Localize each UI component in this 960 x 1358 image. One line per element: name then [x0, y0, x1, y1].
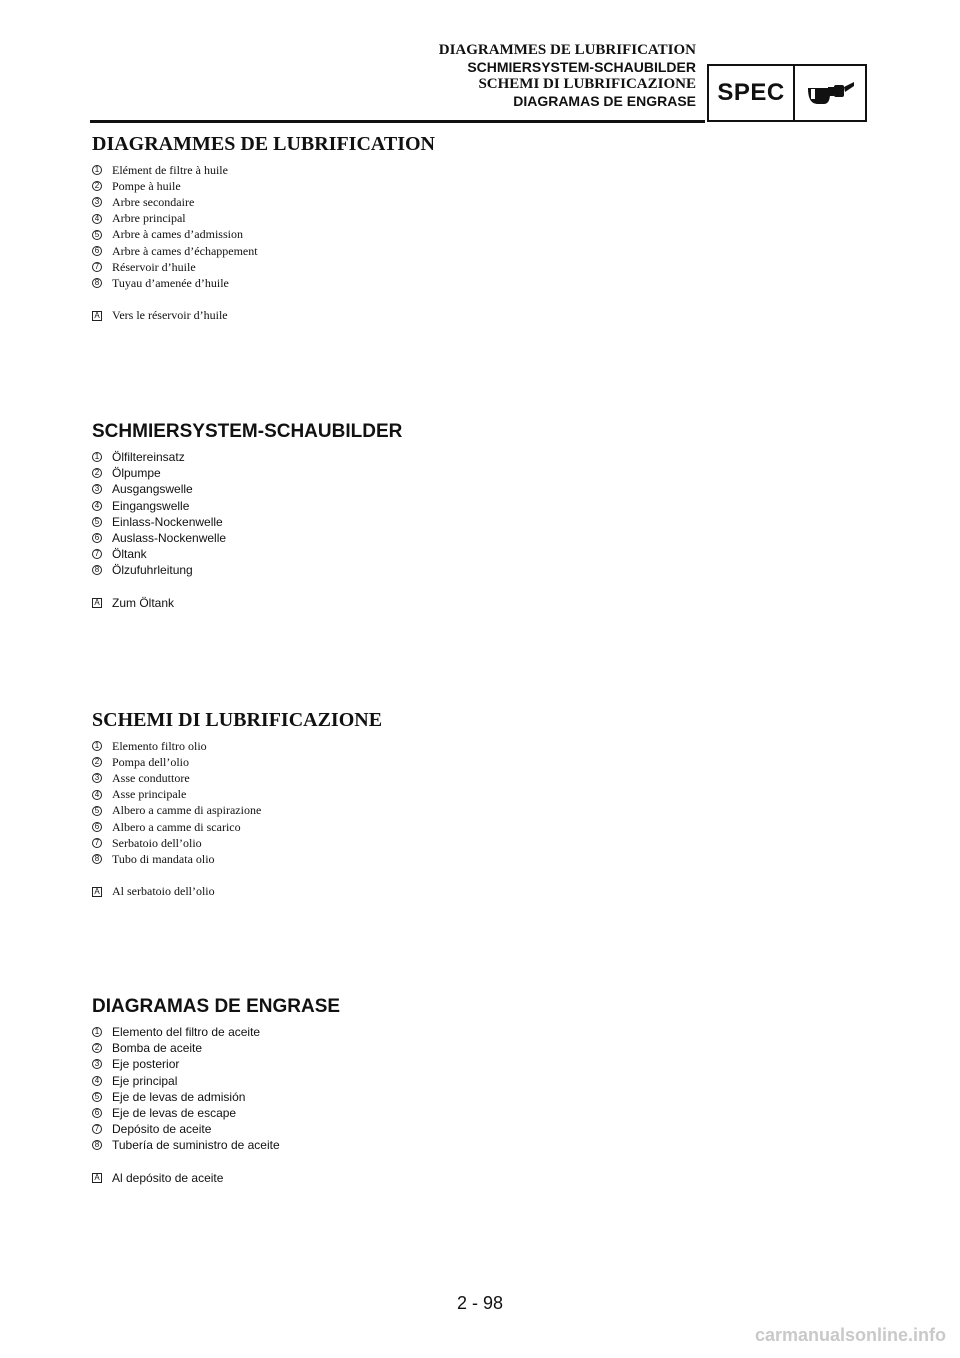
header-title-de: SCHMIERSYSTEM-SCHAUBILDER — [467, 59, 696, 75]
item-label: Eje de levas de escape — [112, 1106, 237, 1121]
callout-number: 8 — [92, 565, 102, 575]
list-item — [92, 1024, 340, 1040]
callout-number: 8 — [92, 854, 102, 864]
callout-number: 2 — [92, 181, 102, 191]
list-item — [92, 243, 435, 259]
callout-number: 6 — [92, 1108, 102, 1118]
item-label: Pompa dell’olio — [112, 754, 189, 769]
item-label: Eje de levas de admisión — [112, 1089, 246, 1104]
note — [92, 884, 382, 900]
note-label: Vers le réservoir d’huile — [112, 308, 228, 322]
header-title-es: DIAGRAMAS DE ENGRASE — [513, 93, 696, 109]
section-it — [92, 709, 382, 900]
callout-number: 7 — [92, 549, 102, 559]
item-label: Öltank — [112, 547, 147, 562]
list-item — [92, 1137, 340, 1153]
item-label: Albero a camme di aspirazione — [112, 803, 262, 818]
section-title: SCHMIERSYSTEM-SCHAUBILDER — [92, 421, 403, 442]
list-item — [92, 211, 435, 227]
section-es — [92, 996, 340, 1186]
list-item — [92, 1089, 340, 1105]
callout-number: 4 — [92, 501, 102, 511]
callout-number: 4 — [92, 1076, 102, 1086]
watermark: carmanualsonline.info — [754, 1325, 946, 1345]
item-label: Elemento filtro olio — [112, 738, 207, 753]
callout-number: 1 — [92, 1027, 102, 1037]
section-fr — [92, 133, 435, 324]
item-label: Tubería de suministro de aceite — [112, 1138, 280, 1153]
list-item — [92, 449, 402, 465]
callout-number: 3 — [92, 773, 102, 783]
list-item — [92, 754, 382, 770]
list-item — [92, 770, 382, 786]
item-label: Depósito de aceite — [112, 1122, 212, 1137]
list-item — [92, 227, 435, 243]
section-title: DIAGRAMAS DE ENGRASE — [92, 996, 341, 1017]
list-item — [92, 835, 382, 851]
item-label: Arbre à cames d’admission — [112, 227, 243, 242]
header-titles — [439, 42, 696, 110]
section-title: DIAGRAMMES DE LUBRIFICATION — [92, 133, 435, 155]
item-label: Albero a camme di scarico — [112, 819, 241, 834]
list-item — [92, 194, 435, 210]
callout-number: 2 — [92, 757, 102, 767]
item-label: Eingangswelle — [112, 498, 190, 513]
list-item — [92, 1040, 340, 1056]
item-label: Arbre secondaire — [112, 194, 195, 209]
list-item — [92, 738, 382, 754]
list-item — [92, 819, 382, 835]
section-de — [92, 421, 402, 611]
page-number: 2 - 98 — [456, 1293, 504, 1313]
list-item — [92, 1073, 340, 1089]
item-label: Ausgangswelle — [112, 482, 193, 497]
header-rule — [90, 120, 705, 123]
list-item — [92, 851, 382, 867]
item-label: Arbre principal — [112, 211, 186, 226]
callout-number: 3 — [92, 484, 102, 494]
list-item — [92, 162, 435, 178]
callout-number: 6 — [92, 822, 102, 832]
item-label: Tubo di mandata olio — [112, 851, 215, 866]
item-list — [92, 1024, 340, 1154]
note — [92, 1170, 340, 1186]
item-label: Elément de filtre à huile — [112, 162, 228, 177]
callout-number: 1 — [92, 165, 102, 175]
list-item — [92, 514, 402, 530]
note-key: A — [92, 311, 102, 321]
spec-label: SPEC — [709, 66, 795, 120]
list-item — [92, 275, 435, 291]
callout-number: 8 — [92, 278, 102, 288]
callout-number: 6 — [92, 246, 102, 256]
list-item — [92, 259, 435, 275]
item-list — [92, 162, 435, 292]
callout-number: 5 — [92, 517, 102, 527]
note-key: A — [92, 598, 102, 608]
callout-number: 4 — [92, 790, 102, 800]
item-label: Bomba de aceite — [112, 1041, 203, 1056]
callout-number: 3 — [92, 1059, 102, 1069]
note-label: Al serbatoio dell’olio — [112, 884, 215, 898]
list-item — [92, 1121, 340, 1137]
list-item — [92, 562, 402, 578]
list-item — [92, 1105, 340, 1121]
note — [92, 308, 435, 324]
item-label: Ölpumpe — [112, 466, 161, 481]
callout-number: 4 — [92, 214, 102, 224]
list-item — [92, 1056, 340, 1072]
callout-number: 2 — [92, 468, 102, 478]
item-label: Asse conduttore — [112, 770, 190, 785]
list-item — [92, 178, 435, 194]
item-label: Serbatoio dell’olio — [112, 835, 202, 850]
spec-badge — [707, 64, 867, 122]
item-list — [92, 738, 382, 868]
oil-can-icon — [795, 66, 865, 120]
item-label: Elemento del filtro de aceite — [112, 1025, 261, 1040]
callout-number: 1 — [92, 741, 102, 751]
callout-number: 7 — [92, 262, 102, 272]
header-title-it: SCHEMI DI LUBRIFICAZIONE — [478, 76, 696, 92]
list-item — [92, 546, 402, 562]
item-label: Asse principale — [112, 787, 187, 802]
section-title: SCHEMI DI LUBRIFICAZIONE — [92, 709, 383, 731]
item-label: Ölfiltereinsatz — [112, 450, 185, 465]
list-item — [92, 787, 382, 803]
callout-number: 7 — [92, 838, 102, 848]
note-label: Zum Öltank — [112, 595, 175, 610]
list-item — [92, 465, 402, 481]
callout-number: 6 — [92, 533, 102, 543]
callout-number: 2 — [92, 1043, 102, 1053]
callout-number: 5 — [92, 230, 102, 240]
item-list — [92, 449, 402, 579]
list-item — [92, 498, 402, 514]
item-label: Einlass-Nockenwelle — [112, 514, 223, 529]
list-item — [92, 803, 382, 819]
callout-number: 5 — [92, 1092, 102, 1102]
item-label: Ölzufuhrleitung — [112, 563, 193, 578]
item-label: Arbre à cames d’échappement — [112, 243, 258, 258]
callout-number: 5 — [92, 806, 102, 816]
callout-number: 3 — [92, 197, 102, 207]
list-item — [92, 530, 402, 546]
callout-number: 7 — [92, 1124, 102, 1134]
item-label: Eje posterior — [112, 1057, 180, 1072]
item-label: Eje principal — [112, 1073, 178, 1088]
note-key: A — [92, 887, 102, 897]
callout-number: 1 — [92, 452, 102, 462]
item-label: Réservoir d’huile — [112, 259, 196, 274]
item-label: Tuyau d’amenée d’huile — [112, 275, 229, 290]
item-label: Auslass-Nockenwelle — [112, 531, 227, 546]
note-key: A — [92, 1173, 102, 1183]
header-title-fr: DIAGRAMMES DE LUBRIFICATION — [438, 42, 696, 58]
note — [92, 595, 402, 611]
note-label: Al depósito de aceite — [112, 1170, 224, 1185]
item-label: Pompe à huile — [112, 178, 181, 193]
list-item — [92, 481, 402, 497]
callout-number: 8 — [92, 1140, 102, 1150]
